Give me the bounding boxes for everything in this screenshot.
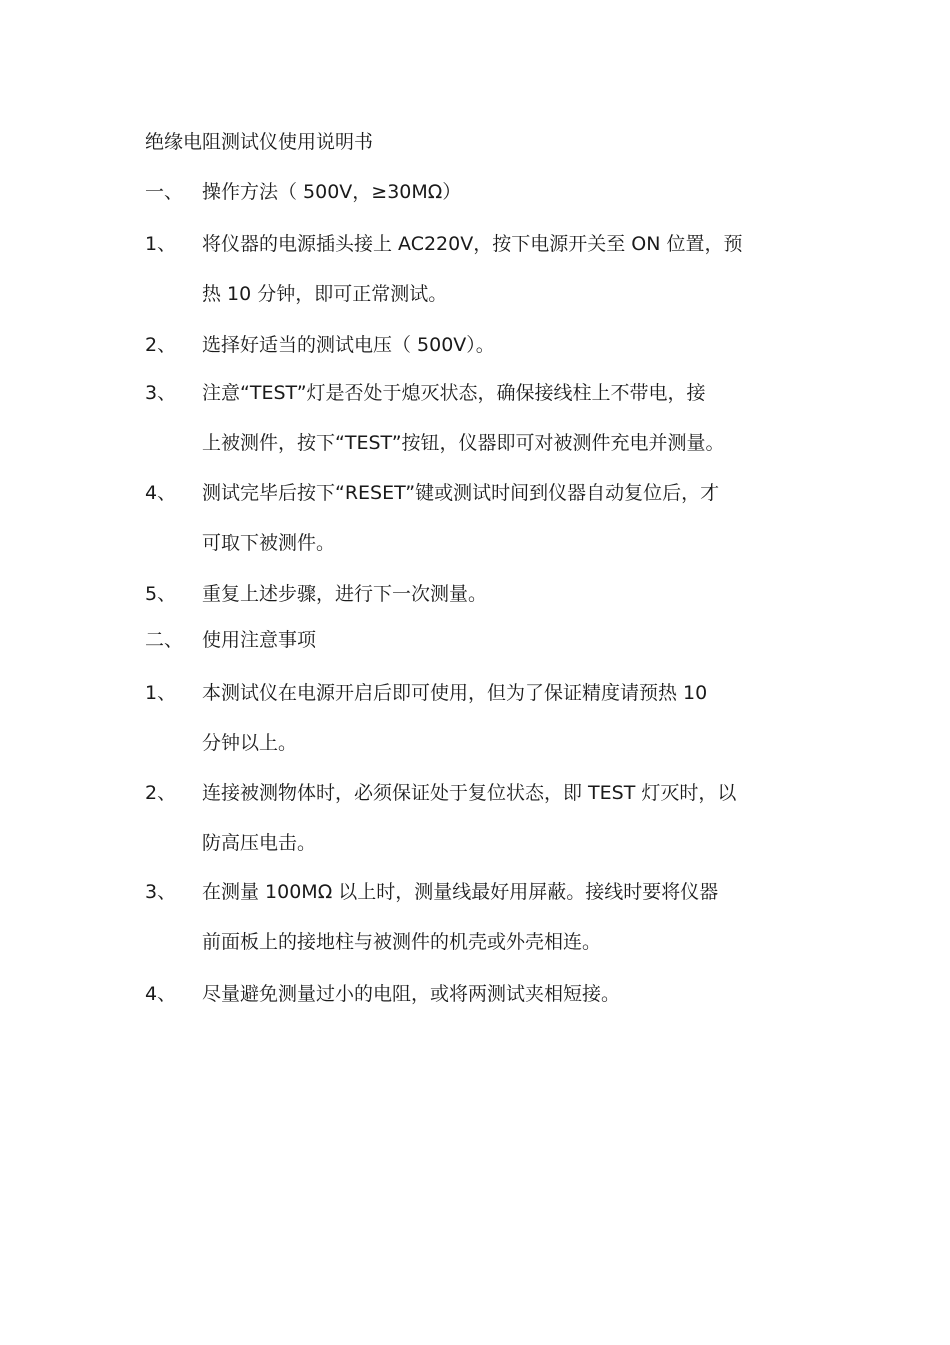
section-marker: 二、 [145,629,184,651]
item-marker: 1、 [145,233,177,255]
item-marker: 3、 [145,881,177,903]
item-line: 将仪器的电源插头接上 AC220V，按下电源开关至 ON 位置，预 [202,233,743,255]
item-line: 测试完毕后按下“RESET”键或测试时间到仪器自动复位后，才 [202,482,720,504]
item-line: 热 10 分钟，即可正常测试。 [202,283,448,305]
item-marker: 2、 [145,334,177,356]
section-heading-text: 使用注意事项 [202,629,317,651]
item-marker: 4、 [145,482,177,504]
item-marker: 4、 [145,983,177,1005]
item-line: 防高压电击。 [202,832,317,854]
item-line: 前面板上的接地柱与被测件的机壳或外壳相连。 [202,931,602,953]
item-line: 分钟以上。 [202,732,298,754]
item-line: 本测试仪在电源开启后即可使用，但为了保证精度请预热 10 [202,682,708,704]
item-line: 上被测件，按下“TEST”按钮，仪器即可对被测件充电并测量。 [202,432,725,454]
section-heading-text: 操作方法（ 500V，≥30MΩ） [202,181,462,203]
item-line: 选择好适当的测试电压（ 500V）。 [202,334,495,356]
item-marker: 3、 [145,382,177,404]
item-line: 重复上述步骤，进行下一次测量。 [202,583,488,605]
item-line: 连接被测物体时，必须保证处于复位状态，即 TEST 灯灭时，以 [202,782,737,804]
document-title: 绝缘电阻测试仪使用说明书 [145,131,374,153]
item-line: 尽量避免测量过小的电阻，或将两测试夹相短接。 [202,983,621,1005]
item-line: 在测量 100MΩ 以上时，测量线最好用屏蔽。接线时要将仪器 [202,881,719,903]
item-marker: 2、 [145,782,177,804]
item-marker: 1、 [145,682,177,704]
item-line: 可取下被测件。 [202,532,336,554]
item-marker: 5、 [145,583,177,605]
item-line: 注意“TEST”灯是否处于熄灭状态，确保接线柱上不带电，接 [202,382,706,404]
section-marker: 一、 [145,181,184,203]
